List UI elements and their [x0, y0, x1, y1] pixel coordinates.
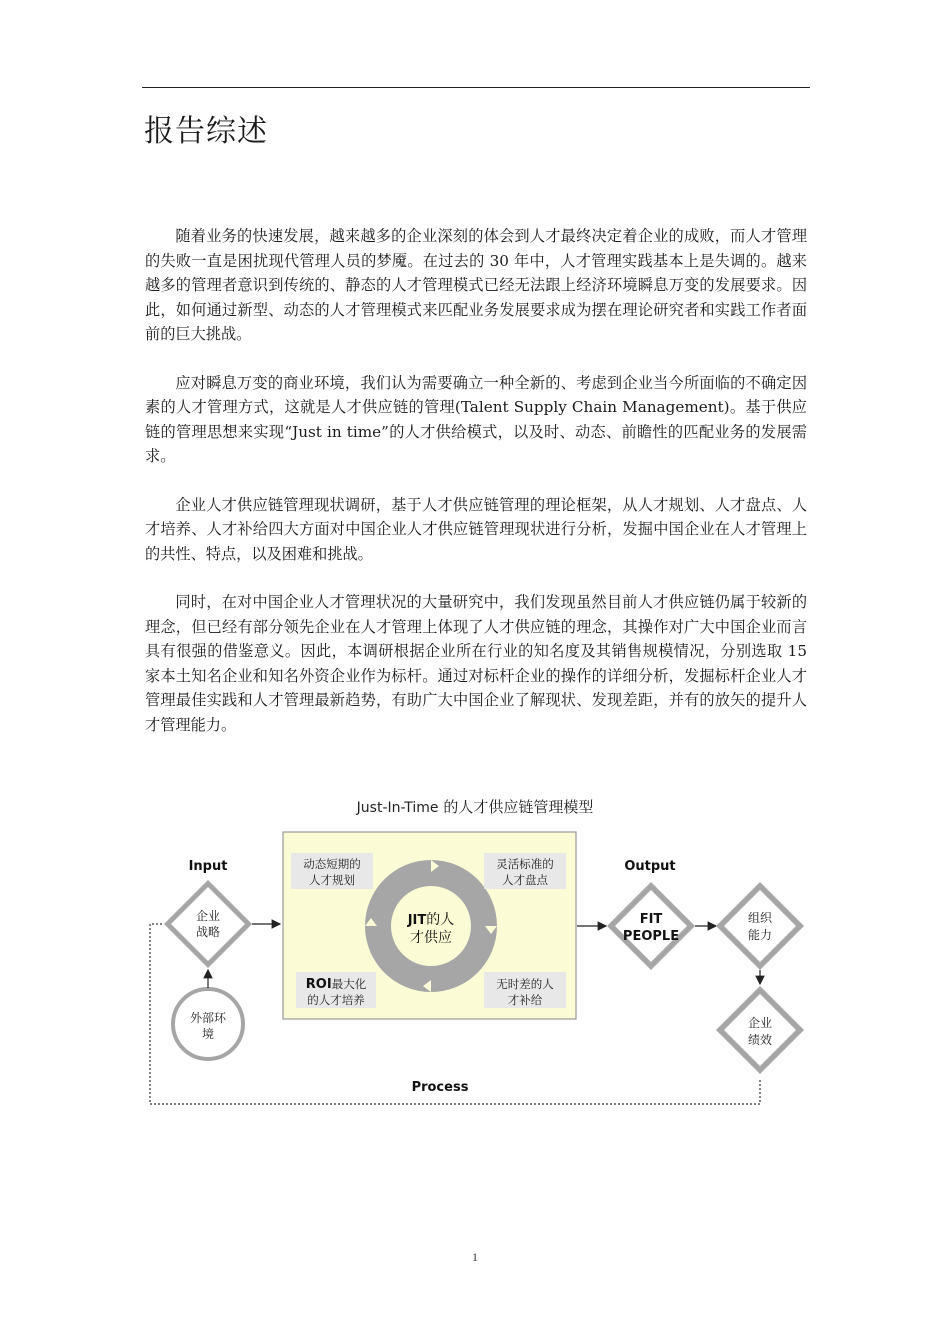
perf-line2: 绩效 — [747, 1033, 773, 1047]
diagram-title-cn: 的人才供应链管理模型 — [438, 798, 594, 816]
svg-text:JIT的人 — [407, 912, 455, 928]
fit-line1: FIT — [639, 912, 663, 927]
paragraph: 同时，在对中国企业人才管理状况的大量研究中，我们发现虽然目前人才供应链仍属于较新的理念，但已经有部分领先企业在人才管理上体现了人才供应链的理念，其操作对广大中国企业而言具有很强的借鉴意义。因此，本调研根据企业所在行业的知名度及其销售规模情况，分别选取 15 家本土知名企业和知名外资企业作为标杆。通过对标杆企业的操作的详细分析，发掘标杆企业人才管理最佳实践和人才管理最新趋势，有助广大中国企业了解现状、发现差距，并有的放矢的提升人才管理能力。 — [145, 593, 807, 734]
training-line2: 的人才培养 — [307, 993, 365, 1007]
strategy-line2: 战略 — [195, 925, 221, 939]
org-line1: 组织 — [747, 911, 773, 925]
plan-line1: 动态短期的 — [303, 857, 361, 871]
strategy-line1: 企业 — [195, 909, 221, 923]
jit-line1: 的人 — [426, 912, 455, 928]
output-label: Output — [624, 859, 676, 874]
org-line2: 能力 — [747, 928, 773, 942]
paragraph: 企业人才供应链管理现状调研，基于人才供应链管理的理论框架，从人才规划、人才盘点、人才培养、人才补给四大方面对中国企业人才供应链管理现状进行分析，发掘中国企业在人才管理上的共性、特点，以及困难和挑战。 — [145, 495, 807, 563]
org-capability-diamond — [716, 882, 804, 970]
plan-line2: 人才规划 — [309, 873, 355, 887]
performance-diamond — [716, 986, 804, 1074]
fit-people-diamond — [607, 882, 695, 970]
paragraph: 应对瞬息万变的商业环境，我们认为需要确立一种全新的、考虑到企业当今所面临的不确定因素的人才管理方式，这就是人才供应链的管理(Talent Supply Chain Management)。基于供应链的管理思想来实现“Just in time”的人才供给模式，以及时、动态、前瞻性的匹配业务的发展需求。 — [145, 373, 807, 465]
diagram-title-en: Just-In-Time — [356, 800, 439, 816]
process-label: Process — [411, 1080, 469, 1095]
page-title: 报告综述 — [144, 114, 268, 149]
talent-supply-box — [484, 972, 566, 1008]
env-line2: 境 — [201, 1027, 215, 1041]
header-rule — [142, 87, 810, 88]
page-number: 1 — [472, 1250, 478, 1264]
svg-text:ROI最大化 — [306, 977, 367, 992]
fit-line2: PEOPLE — [622, 929, 680, 944]
strategy-diamond — [164, 880, 252, 968]
paragraph: 随着业务的快速发展，越来越多的企业深刻的体会到人才最终决定着企业的成败，而人才管理的失败一直是困扰现代管理人员的梦魇。在过去的 30 年中，人才管理实践基本上是失调的。越来越多的管理者意识到传统的、静态的人才管理模式已经无法跟上经济环境瞬息万变的发展要求。因此，如何通过新型、动态的人才管理模式来匹配业务发展要求成为摆在理论研究者和实践工作者面前的巨大挑战。 — [145, 227, 807, 343]
supply-line2: 才补给 — [507, 993, 543, 1007]
supply-line1: 无时差的人 — [496, 977, 554, 991]
inventory-line1: 灵活标准的 — [496, 857, 554, 871]
talent-planning-box — [291, 853, 373, 889]
training-line1: 最大化 — [331, 977, 367, 991]
diagram-canvas — [0, 790, 950, 1130]
training-prefix: ROI — [305, 977, 332, 992]
jit-prefix: JIT — [407, 913, 427, 928]
jit-model-diagram — [0, 790, 950, 1130]
report-body — [145, 224, 807, 761]
external-environment-circle — [173, 989, 243, 1059]
perf-line1: 企业 — [747, 1016, 773, 1030]
jit-line2: 才供应 — [410, 930, 452, 946]
talent-training-box — [296, 972, 376, 1008]
env-line1: 外部环 — [189, 1011, 227, 1025]
inventory-line2: 人才盘点 — [502, 873, 548, 887]
talent-inventory-box — [484, 853, 566, 889]
input-label: Input — [188, 859, 228, 874]
